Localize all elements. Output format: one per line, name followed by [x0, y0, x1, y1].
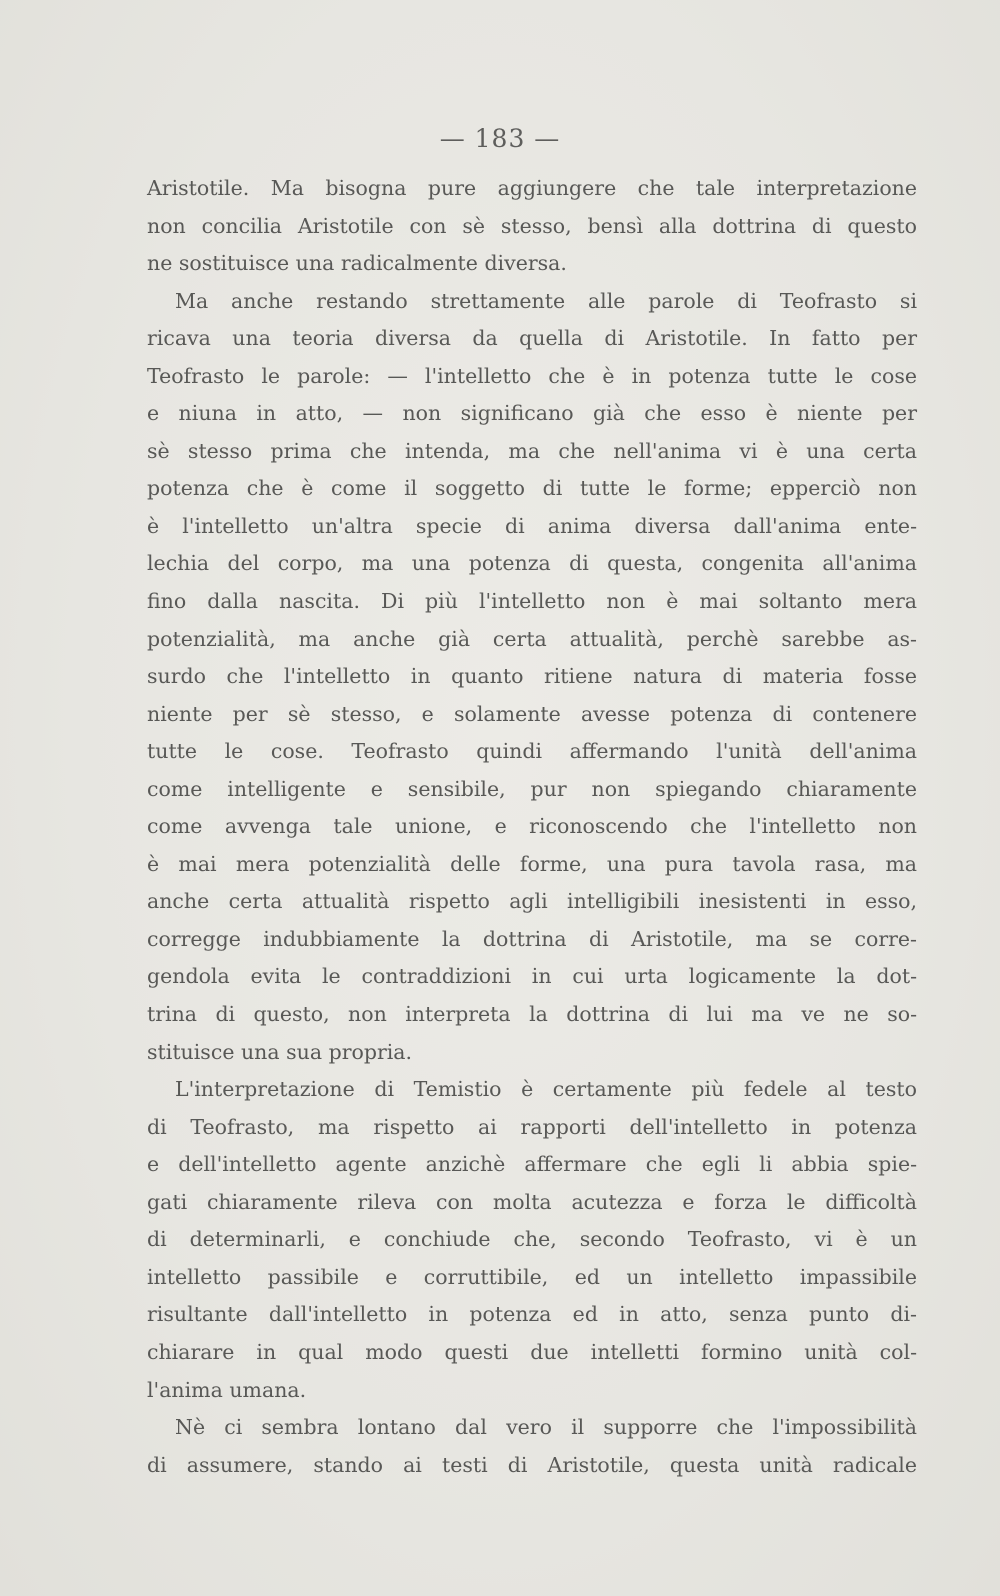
- text-line: corregge indubbiamente la dottrina di Aristotile, ma se corre-: [147, 926, 917, 951]
- text-line: anche certa attualità rispetto agli intelligibili inesistenti in esso,: [147, 889, 917, 914]
- text-line: trina di questo, non interpreta la dottrina di lui ma ve ne so-: [147, 1002, 917, 1027]
- text-line: ricava una teoria diversa da quella di Aristotile. In fatto per: [147, 326, 917, 351]
- text-line: surdo che l'intelletto in quanto ritiene natura di materia fosse: [147, 664, 917, 689]
- body-text: [147, 170, 917, 1484]
- text-line: e dell'intelletto agente anzichè affermare che egli li abbia spie-: [147, 1152, 917, 1177]
- text-line: sè stesso prima che intenda, ma che nell'anima vi è una certa: [147, 438, 917, 463]
- text-line: è mai mera potenzialità delle forme, una pura tavola rasa, ma: [147, 851, 917, 876]
- text-line: e niuna in atto, — non significano già che esso è niente per: [147, 401, 917, 426]
- text-line: è l'intelletto un'altra specie di anima diversa dall'anima ente-: [147, 513, 917, 538]
- text-line: Teofrasto le parole: — l'intelletto che è in potenza tutte le cose: [147, 363, 917, 388]
- text-line: Nè ci sembra lontano dal vero il supporre che l'impossibilità: [175, 1415, 917, 1440]
- text-line: fino dalla nascita. Di più l'intelletto non è mai soltanto mera: [147, 589, 917, 614]
- text-line: potenza che è come il soggetto di tutte le forme; epperciò non: [147, 476, 917, 501]
- text-line: lechia del corpo, ma una potenza di questa, congenita all'anima: [147, 551, 917, 576]
- text-line: Aristotile. Ma bisogna pure aggiungere che tale interpretazione: [147, 176, 917, 200]
- text-line: di Teofrasto, ma rispetto ai rapporti dell'intelletto in potenza: [147, 1114, 917, 1139]
- text-line: risultante dall'intelletto in potenza ed in atto, senza punto di-: [147, 1302, 917, 1327]
- text-line: chiarare in qual modo questi due intelletti formino unità col-: [147, 1339, 917, 1364]
- text-line: ne sostituisce una radicalmente diversa.: [147, 251, 567, 276]
- text-line: stituisce una sua propria.: [147, 1039, 413, 1064]
- text-line: l'anima umana.: [147, 1377, 307, 1402]
- text-line: come avvenga tale unione, e riconoscendo che l'intelletto non: [147, 814, 917, 839]
- text-line: potenzialità, ma anche già certa attualità, perchè sarebbe as-: [147, 626, 917, 651]
- text-line: gendola evita le contraddizioni in cui urta logicamente la dot-: [147, 964, 917, 989]
- page-number: — 183 —: [439, 124, 561, 153]
- text-line: tutte le cose. Teofrasto quindi affermando l'unità dell'anima: [147, 739, 917, 764]
- text-line: gati chiaramente rileva con molta acutezza e forza le difficoltà: [147, 1189, 917, 1214]
- text-line: come intelligente e sensibile, pur non spiegando chiaramente: [147, 776, 917, 801]
- text-line: non concilia Aristotile con sè stesso, bensì alla dottrina di questo: [147, 213, 917, 238]
- text-line: intelletto passibile e corruttibile, ed un intelletto impassibile: [147, 1264, 917, 1289]
- text-line: di assumere, stando ai testi di Aristotile, questa unità radicale: [147, 1452, 917, 1477]
- text-line: niente per sè stesso, e solamente avesse potenza di contenere: [147, 701, 917, 726]
- text-line: Ma anche restando strettamente alle parole di Teofrasto si: [175, 288, 917, 313]
- text-line: di determinarli, e conchiude che, secondo Teofrasto, vi è un: [147, 1227, 917, 1252]
- text-line: L'interpretazione di Temistio è certamente più fedele al testo: [175, 1077, 917, 1102]
